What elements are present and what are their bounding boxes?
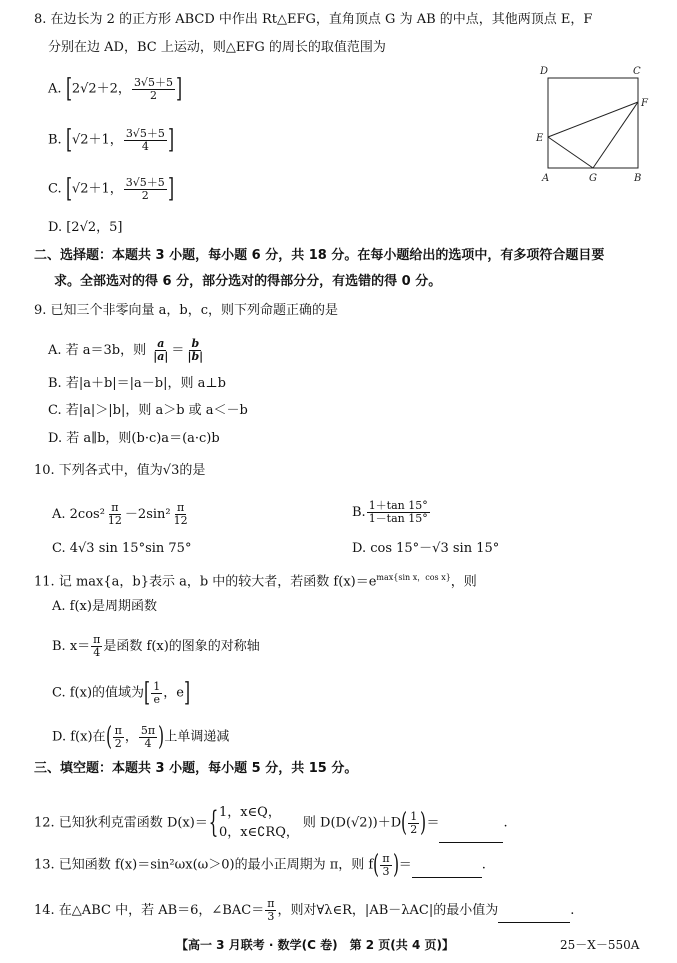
q10-option-b: B. $\frac{1+\tan 15^\circ}{1-\tan 15^\circ}$ (352, 499, 428, 525)
q11-option-c: C. f(x)的值域为[ $\frac{1}{e}$ ，e] (52, 678, 191, 708)
q11-option-a: A. f(x)是周期函数 (52, 599, 157, 614)
q8-stem-line2: 分别在边 AD，BC 上运动，则△EFG 的周长的取值范围为 (48, 40, 386, 55)
label-b: B (634, 173, 642, 184)
section3-heading: 三、填空题：本题共 3 小题，每小题 5 分，共 15 分。 (34, 761, 358, 776)
q9-option-d: D. 若 a∥b，则(b·c)a＝(a·c)b (48, 431, 220, 446)
q9-stem: 9. 已知三个非零向量 a，b，c，则下列命题正确的是 (34, 303, 339, 318)
q10-option-d: D. cos 15°－√3 sin 15° (352, 541, 500, 556)
q8-option-d: D. [2√2，5] (48, 220, 123, 235)
section2-heading-line1: 二、选择题：本题共 3 小题，每小题 6 分，共 18 分。在每小题给出的选项中，有多项符合题目要 (34, 248, 605, 263)
footer-code: 25－X－550A (560, 938, 640, 952)
q14-answer-blank[interactable] (498, 908, 570, 923)
q8-stem-line1: 8. 在边长为 2 的正方形 ABCD 中作出 Rt△EFG，直角顶点 G 为 AB 的中点，其他两顶点 E，F (34, 12, 593, 27)
q8-option-b: B. [√2＋1， $\frac{3√5+5}{4}$ ] (48, 125, 174, 155)
q14: 14. 在△ABC 中，若 AB＝6，∠BAC＝ $\frac{\pi}{3}$ ，则对∀λ∈R，|AB－λAC|的最小值为 . (34, 897, 575, 923)
label-c: C (633, 66, 641, 77)
q13-answer-blank[interactable] (412, 863, 482, 878)
q11-option-b: B. x＝ $\frac{\pi}{4}$ 是函数 f(x)的图象的对称轴 (52, 633, 260, 659)
q9-option-c: C. 若|a|＞|b|，则 a＞b 或 a＜－b (48, 403, 248, 418)
q12-answer-blank[interactable] (439, 828, 503, 843)
label-e: E (536, 133, 544, 144)
label-f: F (641, 98, 648, 109)
q10-option-a: A. 2cos² $\frac{\pi}{12}$ －2sin² $\frac{\pi}{12}$ (52, 501, 188, 527)
q13: 13. 已知函数 f(x)＝sin²ωx(ω＞0)的最小正周期为 π，则 f( $\frac{\pi}{3}$ )＝ . (34, 850, 486, 880)
q8-option-a: A. [2√2＋2， $\frac{3√5+5}{2}$ ] (48, 74, 183, 104)
label-d: D (540, 66, 549, 77)
q11-stem: 11. 记 max{a，b}表示 a，b 中的较大者，若函数 $f(x)=e^{max\{sin x,cos x\}}$，则 (34, 573, 477, 590)
q10-stem: 10. 下列各式中，值为√3的是 (34, 463, 206, 478)
footer-title: 【高一 3 月联考 · 数学(C 卷) 第 2 页(共 4 页)】 (176, 938, 454, 952)
q8-option-c: C. [√2＋1， $\frac{3√5+5}{2}$ ] (48, 174, 174, 204)
label-g: G (589, 173, 597, 184)
q12: 12. 已知狄利克雷函数 D(x)＝{ 1，x∈Q， 0，x∈∁RQ， 则 D(D(√2))＋D( $\frac{1}{2}$ )＝ . (34, 803, 508, 843)
q9-option-a: A. 若 a＝3b，则 $\frac{a}{|a|}$ ＝ $\frac{b}{|b|}$ (48, 337, 204, 363)
q9-option-b: B. 若|a＋b|＝|a－b|，则 a⊥b (48, 376, 226, 391)
q11-option-d: D. f(x)在( $\frac{\pi}{2}$ ， $\frac{5\pi}{4}$ )上单调递减 (52, 722, 230, 752)
label-a: A (542, 173, 550, 184)
section2-heading-line2: 求。全部选对的得 6 分，部分选对的得部分分，有选错的得 0 分。 (54, 274, 442, 289)
q10-option-c: C. 4√3 sin 15°sin 75° (52, 541, 192, 556)
square-figure (532, 62, 662, 186)
